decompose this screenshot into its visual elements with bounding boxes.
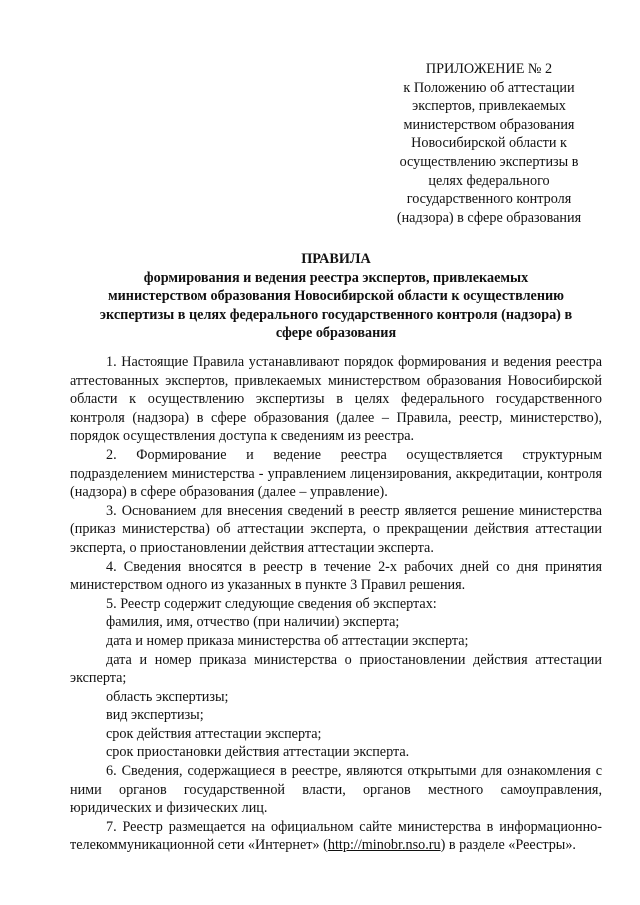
- paragraph: [70, 706, 602, 725]
- paragraph-number: 7.: [106, 818, 117, 835]
- paragraph-list: [70, 353, 602, 818]
- title-line: формирования и ведения реестра экспертов, привлекаемых: [143, 269, 529, 286]
- annex-line: экспертов, привлекаемых: [412, 98, 566, 115]
- paragraph-text: область экспертизы;: [106, 688, 229, 705]
- paragraph: [70, 632, 602, 651]
- paragraph-text: Реестр размещается на официальном сайте министерства в информационно-телекоммуникационной сети «Интернет» (: [70, 818, 603, 854]
- paragraph: [70, 595, 602, 614]
- title-line: экспертизы в целях федерального государственного контроля (надзора) в: [99, 306, 573, 323]
- paragraph-number: 6.: [106, 763, 117, 780]
- title-heading: ПРАВИЛА: [301, 251, 371, 267]
- annex-line: государственного контроля: [406, 191, 572, 208]
- paragraph-number: 5.: [106, 595, 117, 612]
- annex-block: [378, 60, 600, 227]
- paragraph: [70, 558, 602, 595]
- paragraph-text: дата и номер приказа министерства об аттестации эксперта;: [106, 632, 469, 649]
- paragraph-text: фамилия, имя, отчество (при наличии) эксперта;: [106, 614, 400, 631]
- paragraph-number: 4.: [106, 558, 117, 575]
- paragraph-number: 3.: [106, 502, 117, 519]
- title-line: сфере образования: [275, 325, 397, 342]
- annex-line: ПРИЛОЖЕНИЕ № 2: [425, 61, 553, 77]
- paragraph-text-end: ) в разделе «Реестры».: [440, 837, 576, 854]
- paragraph: [70, 651, 602, 688]
- annex-line: осуществлению экспертизы в: [399, 153, 579, 170]
- annex-line: министерством образования: [403, 116, 575, 133]
- paragraph-text: срок действия аттестации эксперта;: [106, 725, 322, 742]
- document-title: [70, 250, 602, 343]
- paragraph-text: Основанием для внесения сведений в реестр является решение министерства (приказ министерства) об аттестации эксперта, о прекращении действия аттестации эксперта, о приостановлении действия аттестации эксперта.: [70, 502, 603, 556]
- annex-line: (надзора) в сфере образования: [396, 209, 582, 226]
- annex-line: Новосибирской области к: [411, 135, 567, 152]
- paragraph: [70, 353, 602, 446]
- website-link[interactable]: http://minobr.nso.ru: [327, 837, 441, 854]
- paragraph-7: [70, 818, 602, 855]
- paragraph: [70, 725, 602, 744]
- paragraph: [70, 446, 602, 502]
- paragraph-number: 2.: [106, 446, 117, 463]
- paragraph-text: Сведения вносятся в реестр в течение 2-х рабочих дней со дня принятия министерством одного из указанных в пункте 3 Правил решения.: [70, 558, 603, 594]
- document-body: [70, 353, 602, 855]
- paragraph: [70, 502, 602, 558]
- paragraph: [70, 613, 602, 632]
- annex-line: целях федерального: [428, 172, 550, 189]
- paragraph-text: Сведения, содержащиеся в реестре, являются открытыми для ознакомления с ними органов государственной власти, органов местного самоуправления, юридических и физических лиц.: [70, 763, 602, 817]
- paragraph-text: Реестр содержит следующие сведения об экспертах:: [120, 595, 437, 612]
- paragraph: [70, 743, 602, 762]
- annex-line: к Положению об аттестации: [403, 79, 575, 96]
- paragraph: [70, 688, 602, 707]
- paragraph-text: срок приостановки действия аттестации эксперта.: [106, 744, 410, 761]
- paragraph-text: вид экспертизы;: [106, 707, 204, 724]
- title-line: министерством образования Новосибирской области к осуществлению: [107, 288, 565, 305]
- paragraph-text: дата и номер приказа министерства о приостановлении действия аттестации эксперта;: [70, 651, 602, 687]
- paragraph-text: Формирование и ведение реестра осуществляется структурным подразделением министерства - управлением лицензирования, аккредитации, контроля (надзора) в сфере образования (далее – управление).: [70, 446, 603, 501]
- paragraph-number: 1.: [106, 354, 117, 370]
- paragraph: [70, 762, 602, 818]
- paragraph-text: Настоящие Правила устанавливают порядок формирования и ведения реестра аттестованных экспертов, привлекаемых министерством образования Новосибирской области к осуществлению экспертизы в целях федерального государственного контроля (надзора) в сфере образования (далее – Правила, реестр, министерство), порядок осуществления доступа к сведениям из реестра.: [70, 354, 602, 445]
